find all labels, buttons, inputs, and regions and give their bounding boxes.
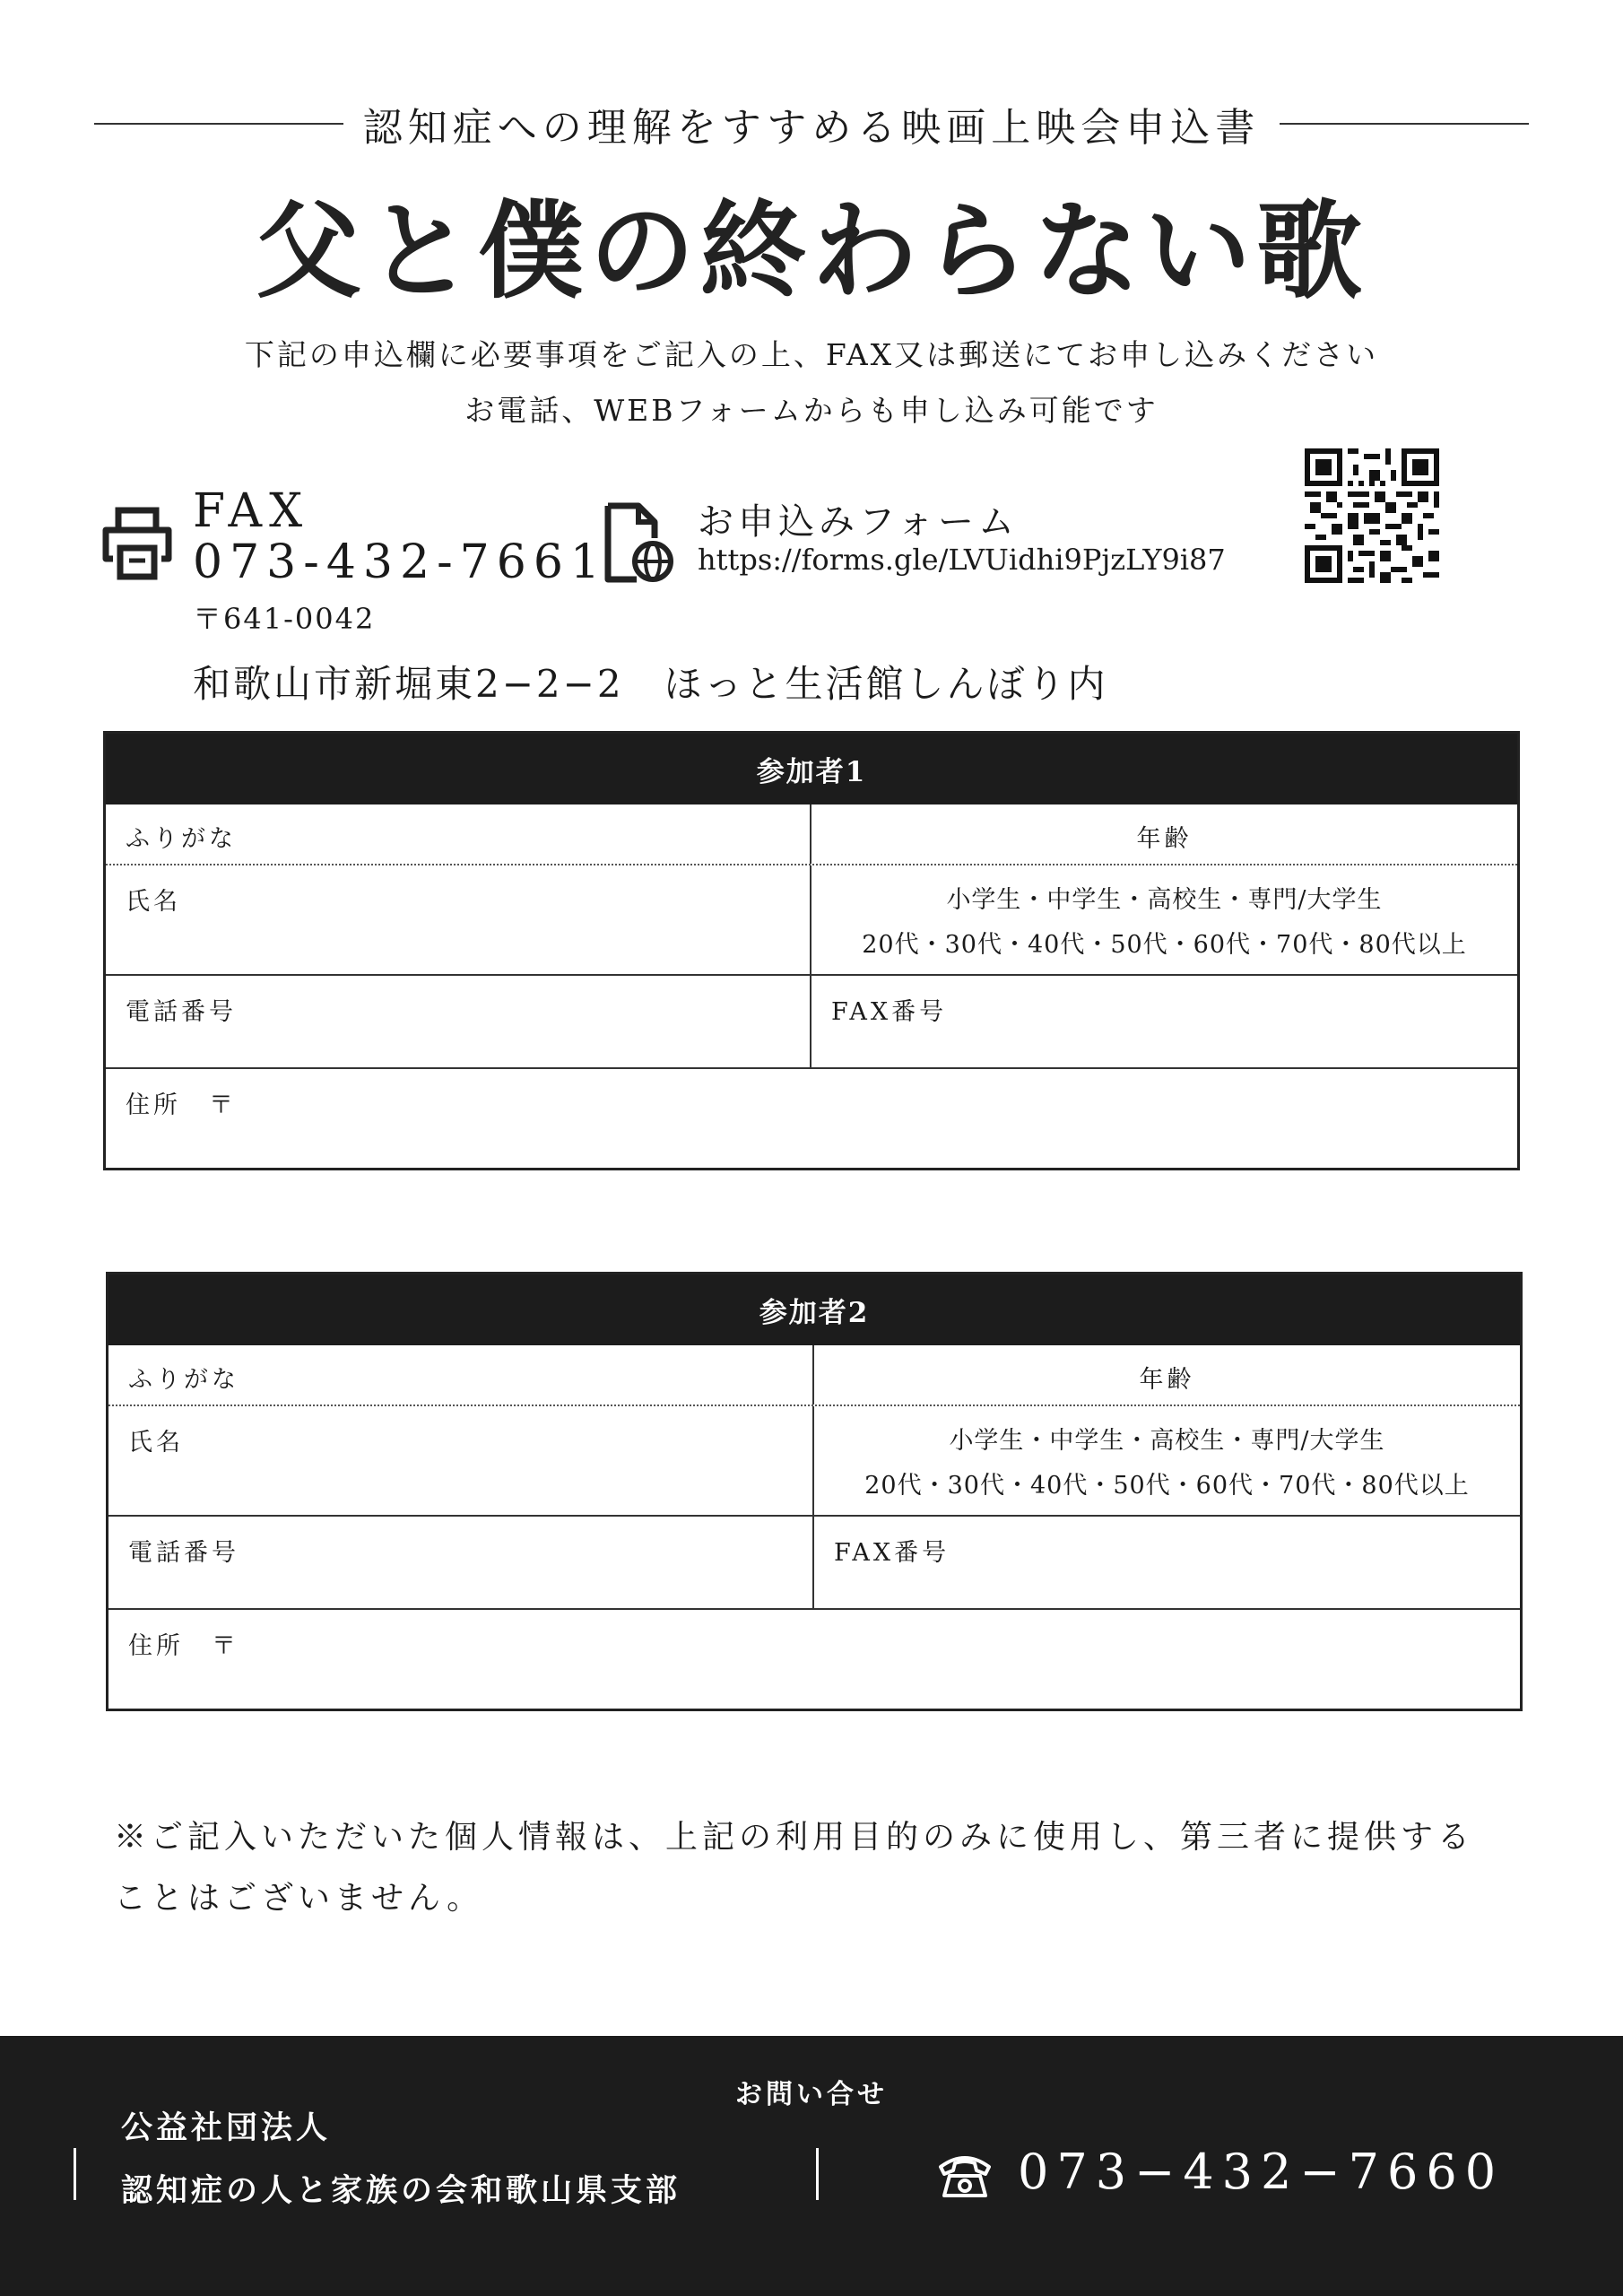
name-field[interactable]: 氏名 bbox=[108, 1406, 814, 1515]
phone-field[interactable]: 電話番号 bbox=[108, 1517, 814, 1608]
org-line-1: 公益社団法人 bbox=[121, 2109, 332, 2146]
participant-form-1 bbox=[103, 731, 1520, 1170]
address-field[interactable]: 住所 〒 bbox=[128, 1632, 239, 1660]
fax-field[interactable]: FAX番号 bbox=[834, 1539, 950, 1567]
furigana-field[interactable]: ふりがな bbox=[106, 804, 812, 864]
intro-line-2: お電話、WEBフォームからも申し込み可能です bbox=[464, 393, 1159, 428]
fax-field[interactable]: FAX番号 bbox=[831, 998, 948, 1026]
form-2-row-address bbox=[108, 1610, 1520, 1709]
age-options-line-1: 小学生・中学生・高校生・専門/大学生 bbox=[946, 886, 1383, 914]
form-1-row-address bbox=[106, 1069, 1517, 1168]
form-2-title: 参加者2 bbox=[108, 1274, 1520, 1345]
address-field[interactable]: 住所 〒 bbox=[126, 1091, 237, 1119]
address: 和歌山市新堀東2−2−2 ほっと生活館しんぼり内 bbox=[193, 662, 1108, 706]
footer-divider-left bbox=[74, 2148, 76, 2200]
telephone-icon bbox=[937, 2149, 993, 2199]
age-options[interactable] bbox=[812, 865, 1517, 974]
form-1-row-furigana bbox=[106, 804, 1517, 865]
privacy-line-2: ことはございません。 bbox=[114, 1880, 484, 1917]
form-2-row-name bbox=[108, 1406, 1520, 1517]
footer bbox=[0, 2036, 1623, 2296]
privacy-note bbox=[114, 1807, 1531, 1929]
intro-line-1: 下記の申込欄に必要事項をご記入の上、FAX又は郵送にてお申し込みください bbox=[244, 337, 1379, 372]
phone-number[interactable]: 073−432−7660 bbox=[1018, 2144, 1505, 2200]
web-form-icon bbox=[603, 502, 674, 585]
age-options[interactable] bbox=[814, 1406, 1520, 1515]
form-2-row-phone bbox=[108, 1517, 1520, 1610]
fax-number: 073-432-7661 bbox=[193, 535, 607, 589]
privacy-line-1: ※ご記入いただいた個人情報は、上記の利用目的のみに使用し、第三者に提供する bbox=[114, 1819, 1475, 1856]
form-2-row-furigana bbox=[108, 1345, 1520, 1406]
form-1-row-name bbox=[106, 865, 1517, 976]
form-label: お申込みフォーム bbox=[698, 501, 1019, 543]
subtitle-row bbox=[94, 97, 1529, 151]
fax-label: FAX bbox=[193, 484, 310, 538]
age-label: 年齢 bbox=[1139, 1366, 1195, 1394]
form-url-link[interactable]: https://forms.gle/LVUidhi9PjzLY9i87 bbox=[698, 543, 1226, 577]
form-1-row-phone bbox=[106, 976, 1517, 1069]
subtitle-rule-left bbox=[94, 123, 343, 125]
age-label: 年齢 bbox=[1136, 825, 1193, 853]
main-title: 父と僕の終わらない歌 bbox=[255, 189, 1367, 313]
org-line-2: 認知症の人と家族の会和歌山県支部 bbox=[121, 2172, 681, 2209]
age-options-line-2: 20代・30代・40代・50代・60代・70代・80代以上 bbox=[862, 931, 1467, 959]
subtitle: 認知症への理解をすすめる映画上映会申込書 bbox=[362, 105, 1261, 151]
age-options-line-2: 20代・30代・40代・50代・60代・70代・80代以上 bbox=[864, 1472, 1470, 1500]
phone-field[interactable]: 電話番号 bbox=[106, 976, 812, 1067]
participant-form-2 bbox=[106, 1272, 1523, 1711]
subtitle-rule-right bbox=[1280, 123, 1529, 125]
name-field[interactable]: 氏名 bbox=[106, 865, 812, 974]
fax-icon bbox=[100, 507, 174, 580]
footer-divider-middle bbox=[816, 2148, 819, 2200]
inquiry-label: お問い合せ bbox=[735, 2079, 888, 2110]
age-options-line-1: 小学生・中学生・高校生・専門/大学生 bbox=[949, 1427, 1385, 1455]
postal-code: 〒641-0042 bbox=[193, 602, 376, 636]
form-1-title: 参加者1 bbox=[106, 734, 1517, 804]
qr-code-icon[interactable] bbox=[1305, 448, 1439, 583]
furigana-field[interactable]: ふりがな bbox=[108, 1345, 814, 1405]
